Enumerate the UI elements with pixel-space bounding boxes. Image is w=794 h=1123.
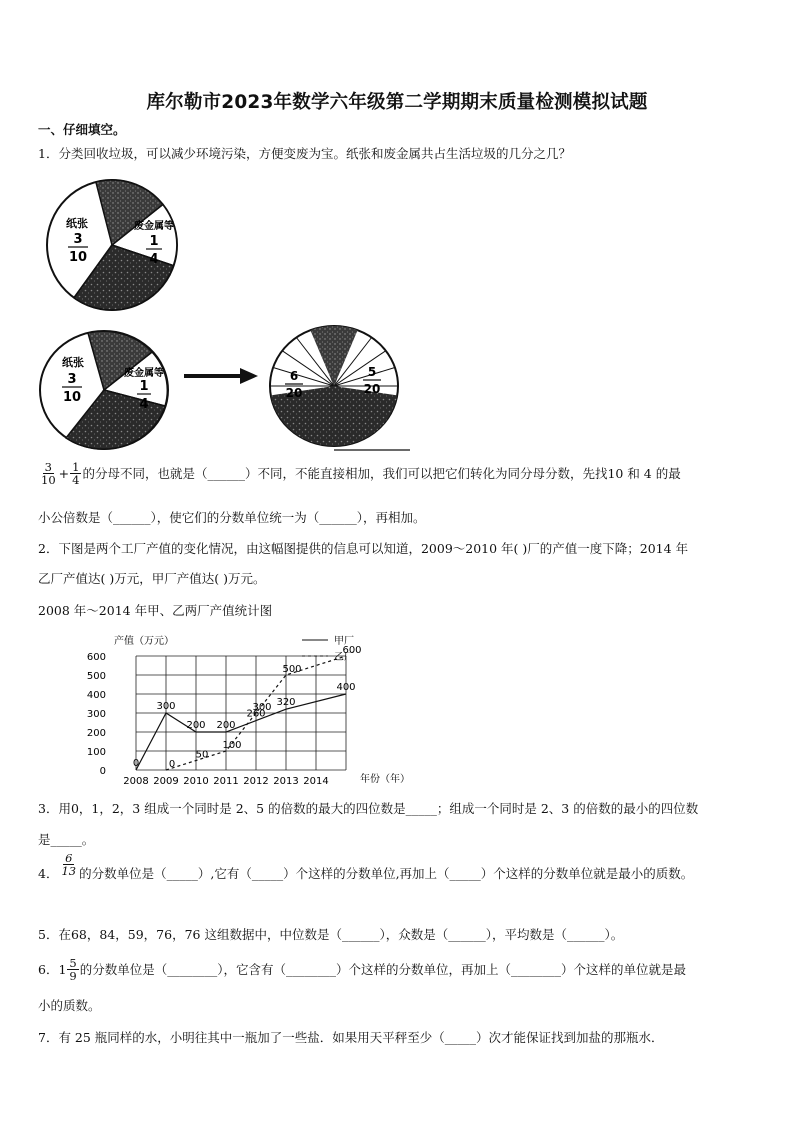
fraction-6-13: $\frac{6}{13}$ xyxy=(61,850,77,878)
svg-text:1: 1 xyxy=(149,234,159,249)
svg-text:3: 3 xyxy=(67,372,77,387)
question-7: 7．有 25 瓶同样的水，小明往其中一瓶加了一些盐．如果用天平秤至少（_____）次才能保证找到加盐的那瓶水． xyxy=(38,1030,664,1045)
pie-chart-twentieths xyxy=(264,322,412,456)
fraction-1-4: $\frac{1}{4}$ xyxy=(72,460,80,487)
y-tick-label: 200 xyxy=(86,728,106,739)
pie-chart-garbage xyxy=(42,175,182,315)
y-axis-label: 产值（万元） xyxy=(114,636,174,647)
y-tick-label: 500 xyxy=(86,671,106,682)
data-label: 320 xyxy=(276,697,296,709)
data-label: 0 xyxy=(132,758,140,769)
data-label: 400 xyxy=(336,682,356,693)
x-axis-label: 年份（年） xyxy=(360,774,410,785)
question-5: 5．在68，84，59，76，76 这组数据中，中位数是（______），众数是（______），平均数是（______）。 xyxy=(38,927,624,942)
svg-text:5: 5 xyxy=(367,365,377,379)
y-tick-label: 100 xyxy=(86,747,106,758)
data-label: 300 xyxy=(252,702,272,713)
question-6: 6． 1 $\frac{5}{9}$ 的分数单位是（________），它含有（________）个这样的分数单位，再加上（________）个这样的单位就是最 xyxy=(38,956,686,983)
y-tick-label: 400 xyxy=(86,690,106,701)
line-chart-factory-output xyxy=(84,632,410,788)
svg-text:4: 4 xyxy=(149,252,159,267)
question-1-text: 1．分类回收垃圾，可以减少环境污染，方便变废为宝。纸张和废金属共占生活垃圾的几分之几？ xyxy=(38,146,571,161)
fraction-3-10: $\frac{3}{10}$ xyxy=(41,460,56,487)
x-tick-label: 2009 xyxy=(153,776,179,787)
x-tick-label: 2008 xyxy=(123,776,149,787)
pie-label-paper: 纸张 xyxy=(66,217,88,230)
data-label: 500 xyxy=(282,664,302,675)
svg-text:纸张: 纸张 xyxy=(62,356,84,369)
svg-text:6: 6 xyxy=(289,369,299,383)
svg-text:1: 1 xyxy=(139,379,149,394)
y-tick-label: 300 xyxy=(86,709,106,720)
legend-label-1: 甲厂 xyxy=(334,636,354,647)
question-4: 4． $\frac{6}{13}$ 的分数单位是（_____）,它有（_____）个这样的分数单位,再加上（_____）个这样的分数单位就是最小的质数。 xyxy=(38,850,694,881)
pie-chart-garbage-copy xyxy=(36,328,176,452)
question-1-line-2: 小公倍数是（______），使它们的分数单位统一为（______），再相加。 xyxy=(38,510,426,525)
x-tick-label: 2012 xyxy=(243,776,269,787)
data-label: 300 xyxy=(156,701,176,712)
question-2-line-1: 2．下图是两个工厂产值的变化情况，由这幅图提供的信息可以知道，2009～2010 年( )厂的产值一度下降；2014 年 xyxy=(38,541,689,556)
svg-text:3: 3 xyxy=(73,232,83,247)
svg-text:10: 10 xyxy=(62,390,82,405)
chart-heading: 2008 年～2014 年甲、乙两厂产值统计图 xyxy=(38,603,273,618)
x-tick-label: 2014 xyxy=(303,776,329,787)
svg-text:4: 4 xyxy=(139,397,149,412)
svg-text:20: 20 xyxy=(363,382,381,396)
fraction-5-9: $\frac{5}{9}$ xyxy=(69,956,77,983)
data-label: 200 xyxy=(186,720,206,731)
x-tick-label: 2013 xyxy=(273,776,299,787)
svg-text:10: 10 xyxy=(68,250,88,265)
data-label: 0 xyxy=(168,759,176,770)
svg-text:废金属等: 废金属等 xyxy=(124,368,164,379)
y-tick-label: 600 xyxy=(86,652,106,663)
question-1-fill-line: $\frac{3}{10}$ + $\frac{1}{4}$ 的分母不同，也就是（______）不同，不能直接相加，我们可以把它们转化为同分母分数，先找10 和 4 的最 xyxy=(41,460,681,487)
data-label: 200 xyxy=(216,720,236,731)
legend-label-2: 乙厂 xyxy=(334,652,354,663)
data-label: 50 xyxy=(195,749,209,761)
section-heading: 一、仔细填空。 xyxy=(38,122,126,137)
data-label: 100 xyxy=(222,740,242,751)
page-title: 库尔勒市2023年数学六年级第二学期期末质量检测模拟试题 xyxy=(146,92,648,113)
question-3-line-1: 3．用0，1，2，3 组成一个同时是 2、5 的倍数的最大的四位数是_____；组成一个同时是 2、3 的倍数的最小的四位数 xyxy=(38,801,699,816)
question-2-line-2: 乙厂产值达( )万元，甲厂产值达( )万元。 xyxy=(38,571,266,586)
svg-text:20: 20 xyxy=(285,386,303,400)
y-tick-label: 0 xyxy=(99,766,106,777)
data-label: 600 xyxy=(342,645,362,656)
pie-label-metal: 废金属等 xyxy=(134,221,174,232)
question-6-line-2: 小的质数。 xyxy=(38,998,101,1013)
question-3-line-2: 是_____。 xyxy=(38,832,95,847)
data-label: 260 xyxy=(246,708,266,720)
x-tick-label: 2011 xyxy=(213,776,239,787)
x-tick-label: 2010 xyxy=(183,776,209,787)
arrow-icon xyxy=(182,366,262,386)
